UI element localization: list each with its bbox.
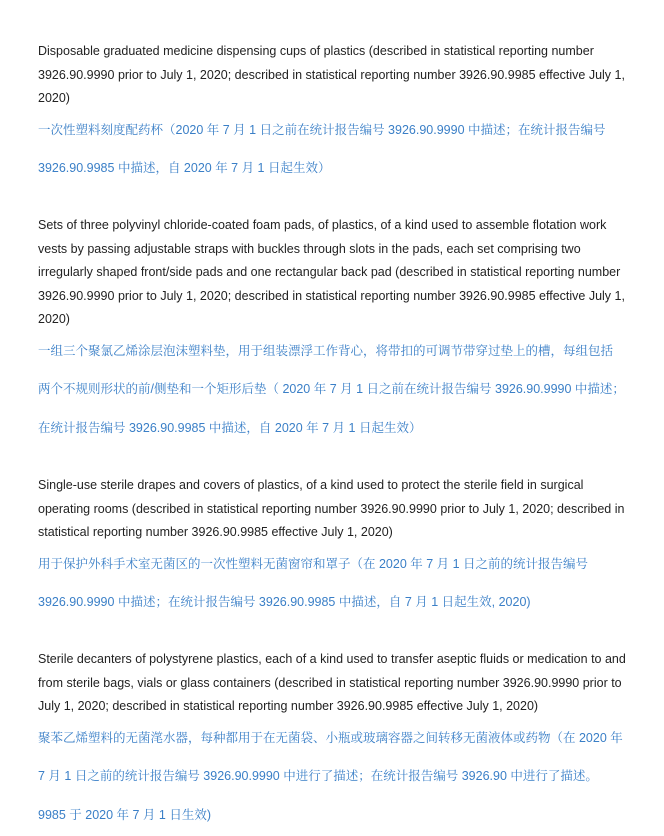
entry-english-text: Sterile decanters of polystyrene plastics, each of a kind used to transfer aseptic fluids or medication to and from sterile bags, vials or glass containers (described in statistical reporting number 3926.90.9990 prior to July 1, 2020; described in statistical reporting number 3926.90.9985 effective July 1, 2020) xyxy=(38,652,626,713)
entry-foam-pads xyxy=(38,214,638,447)
entry-english-text: Single-use sterile drapes and covers of plastics, of a kind used to protect the sterile field in surgical operating rooms (described in statistical reporting number 3926.90.9990 prior to July 1, 2020; described in statistical reporting number 3926.90.9985 effective July 1, 2020) xyxy=(38,478,625,539)
entry-english-text: Sets of three polyvinyl chloride-coated foam pads, of plastics, of a kind used to assemble flotation work vests by passing adjustable straps with buckles through slots in the pads, each set comprising two irregularly shaped front/side pads and one rectangular back pad (described in statistical reporting number 3926.90.9990 prior to July 1, 2020; described in statistical reporting number 3926.90.9985 effective July 1, 2020) xyxy=(38,218,625,326)
entry-chinese-text xyxy=(38,111,638,188)
entry-chinese-text xyxy=(38,719,638,835)
chinese-text-line: 用于保护外科手术室无菌区的一次性塑料无菌窗帘和罩子（在 2020 年 7 月 1 日之前的统计报告编号 xyxy=(38,556,589,571)
chinese-text-line: 聚苯乙烯塑料的无菌滗水器，每种都用于在无菌袋、小瓶或玻璃容器之间转移无菌液体或药物（在 2020 年 xyxy=(38,730,623,745)
chinese-text-line: 7 月 1 日之前的统计报告编号 3926.90.9990 中进行了描述；在统计报告编号 3926.90 中进行了描述。 xyxy=(38,769,598,783)
chinese-text-line: 3926.90.9985 中描述，自 2020 年 7 月 1 日起生效） xyxy=(38,161,331,175)
entry-chinese-text xyxy=(38,332,638,448)
entry-sterile-drapes xyxy=(38,474,638,622)
entry-medicine-cups xyxy=(38,40,638,188)
chinese-text-line: 3926.90.9990 中描述；在统计报告编号 3926.90.9985 中描述，自 7 月 1 日起生效, 2020) xyxy=(38,595,531,609)
chinese-text-line: 一次性塑料刻度配药杯（2020 年 7 月 1 日之前在统计报告编号 3926.90.9990 中描述；在统计报告编号 xyxy=(38,122,606,137)
entry-chinese-text xyxy=(38,545,638,622)
chinese-text-line: 9985 于 2020 年 7 月 1 日生效) xyxy=(38,807,211,822)
entry-english-text: Disposable graduated medicine dispensing cups of plastics (described in statistical reporting number 3926.90.9990 prior to July 1, 2020; described in statistical reporting number 3926.90.9985 effective July 1, 2020) xyxy=(38,44,625,105)
chinese-text-line: 在统计报告编号 3926.90.9985 中描述，自 2020 年 7 月 1 日起生效） xyxy=(38,420,422,435)
chinese-text-line: 一组三个聚氯乙烯涂层泡沫塑料垫，用于组装漂浮工作背心，将带扣的可调节带穿过垫上的槽，每组包括 xyxy=(38,343,614,358)
entry-sterile-decanters xyxy=(38,648,638,834)
chinese-text-line: 两个不规则形状的前/侧垫和一个矩形后垫（ 2020 年 7 月 1 日之前在统计报告编号 3926.90.9990 中描述； xyxy=(38,382,625,396)
